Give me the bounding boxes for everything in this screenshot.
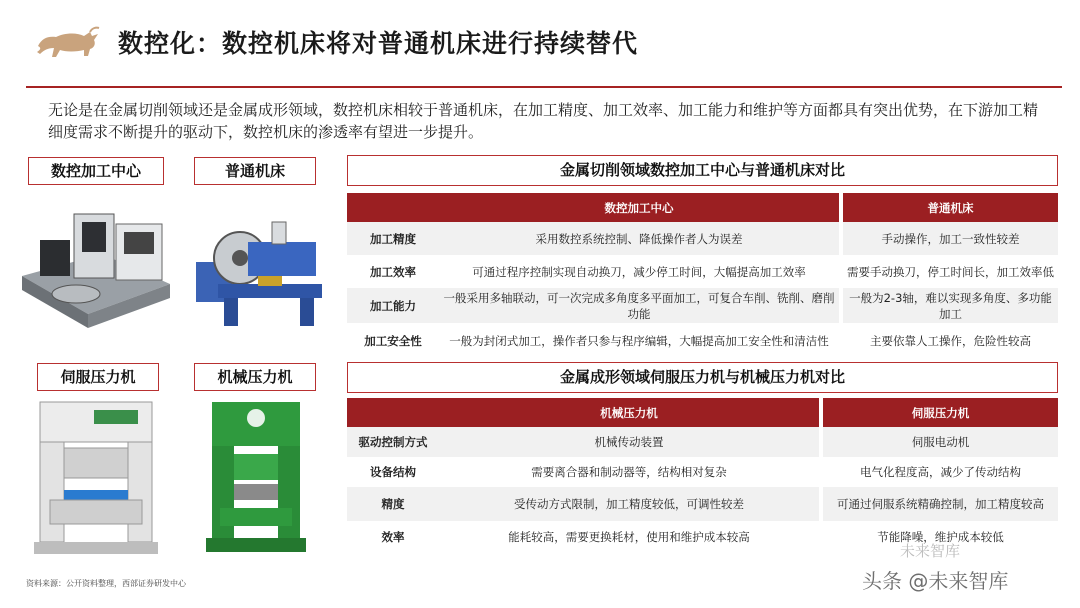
cnc-machining-center-image (16, 196, 174, 336)
col-header-servo-press: 伺服压力机 (823, 398, 1058, 427)
cnc-cell: 可通过程序控制实现自动换刀，减少停工时间，大幅提高加工效率 (472, 264, 806, 279)
row-head: 精度 (347, 487, 439, 521)
row-head: 加工精度 (347, 222, 439, 255)
table-row (347, 487, 1058, 521)
table-row (347, 288, 1058, 323)
lathe-label: 普通机床 (194, 157, 316, 185)
col-header-mech-press: 机械压力机 (439, 398, 819, 427)
lathe-cell: 手动操作，加工一致性较差 (843, 222, 1058, 255)
row-head: 驱动控制方式 (347, 427, 439, 457)
source-note: 资料来源：公开资料整理，西部证券研发中心 (26, 579, 186, 588)
lathe-cell: 主要依靠人工操作，危险性较高 (870, 334, 1031, 348)
lathe-cell: 需要手动换刀，停工时间长，加工效率低 (847, 264, 1054, 279)
col-header-lathe: 普通机床 (843, 193, 1058, 222)
table-row (347, 255, 1058, 288)
table-row (347, 323, 1058, 359)
forming-comparison-title: 金属成形领域伺服压力机与机械压力机对比 (347, 362, 1058, 393)
servo-press-label: 伺服压力机 (37, 363, 159, 391)
mech-press-cell: 机械传动装置 (439, 427, 819, 457)
cutting-comparison-table (347, 193, 1058, 359)
toutiao-watermark: 头条 @未来智库 (862, 569, 1009, 593)
cnc-cell: 一般为封闭式加工，操作者只参与程序编辑，大幅提高加工安全性和清洁性 (449, 334, 829, 348)
title-divider (26, 86, 1062, 88)
mech-press-cell: 能耗较高，需要更换耗材，使用和维护成本较高 (508, 530, 750, 544)
mech-press-cell: 需要离合器和制动器等，结构相对复杂 (531, 465, 727, 479)
intro-paragraph: 无论是在金属切削领域还是金属成形领域，数控机床相较于普通机床，在加工精度、加工效率、加工能力和维护等方面都具有突出优势，在下游加工精细度需求不断提升的驱动下，数控机床的渗透率有望进一步提升。 (48, 101, 1039, 141)
cnc-cell: 采用数控系统控制、降低操作者人为误差 (439, 222, 839, 255)
servo-press-cell: 节能降噪，维护成本较低 (877, 530, 1004, 544)
servo-press-cell: 可通过伺服系统精确控制，加工精度较高 (823, 487, 1058, 521)
row-head: 设备结构 (370, 465, 416, 479)
row-head: 加工安全性 (364, 334, 422, 348)
servo-press-image (26, 398, 166, 558)
page-title: 数控化：数控机床将对普通机床进行持续替代 (118, 29, 639, 58)
row-head: 效率 (381, 530, 405, 544)
table-row (347, 427, 1058, 457)
corner-cell (347, 193, 439, 222)
row-head: 加工效率 (370, 264, 416, 279)
row-head: 加工能力 (347, 288, 439, 323)
lathe-cell: 一般为2-3轴，难以实现多角度、多功能加工 (843, 288, 1058, 323)
table-row (347, 457, 1058, 487)
table-header-row (347, 398, 1058, 427)
col-header-cnc: 数控加工中心 (439, 193, 839, 222)
mech-press-label: 机械压力机 (194, 363, 316, 391)
cutting-comparison-title: 金属切削领域数控加工中心与普通机床对比 (347, 155, 1058, 186)
corner-cell (347, 398, 439, 427)
mechanical-press-image (200, 398, 312, 558)
faint-watermark: 未来智库 (900, 542, 961, 560)
mech-press-cell: 受传动方式限制，加工精度较低，可调性较差 (439, 487, 819, 521)
forming-comparison-table (347, 398, 1058, 553)
table-row (347, 222, 1058, 255)
servo-press-cell: 伺服电动机 (823, 427, 1058, 457)
table-header-row (347, 193, 1058, 222)
servo-press-cell: 电气化程度高，减少了传动结构 (860, 465, 1021, 479)
cnc-cell: 一般采用多轴联动，可一次完成多角度多平面加工，可复合车削、铣削、磨削功能 (439, 288, 839, 323)
bull-logo-icon (34, 24, 102, 62)
ordinary-lathe-image (188, 196, 328, 336)
cnc-center-label: 数控加工中心 (28, 157, 164, 185)
